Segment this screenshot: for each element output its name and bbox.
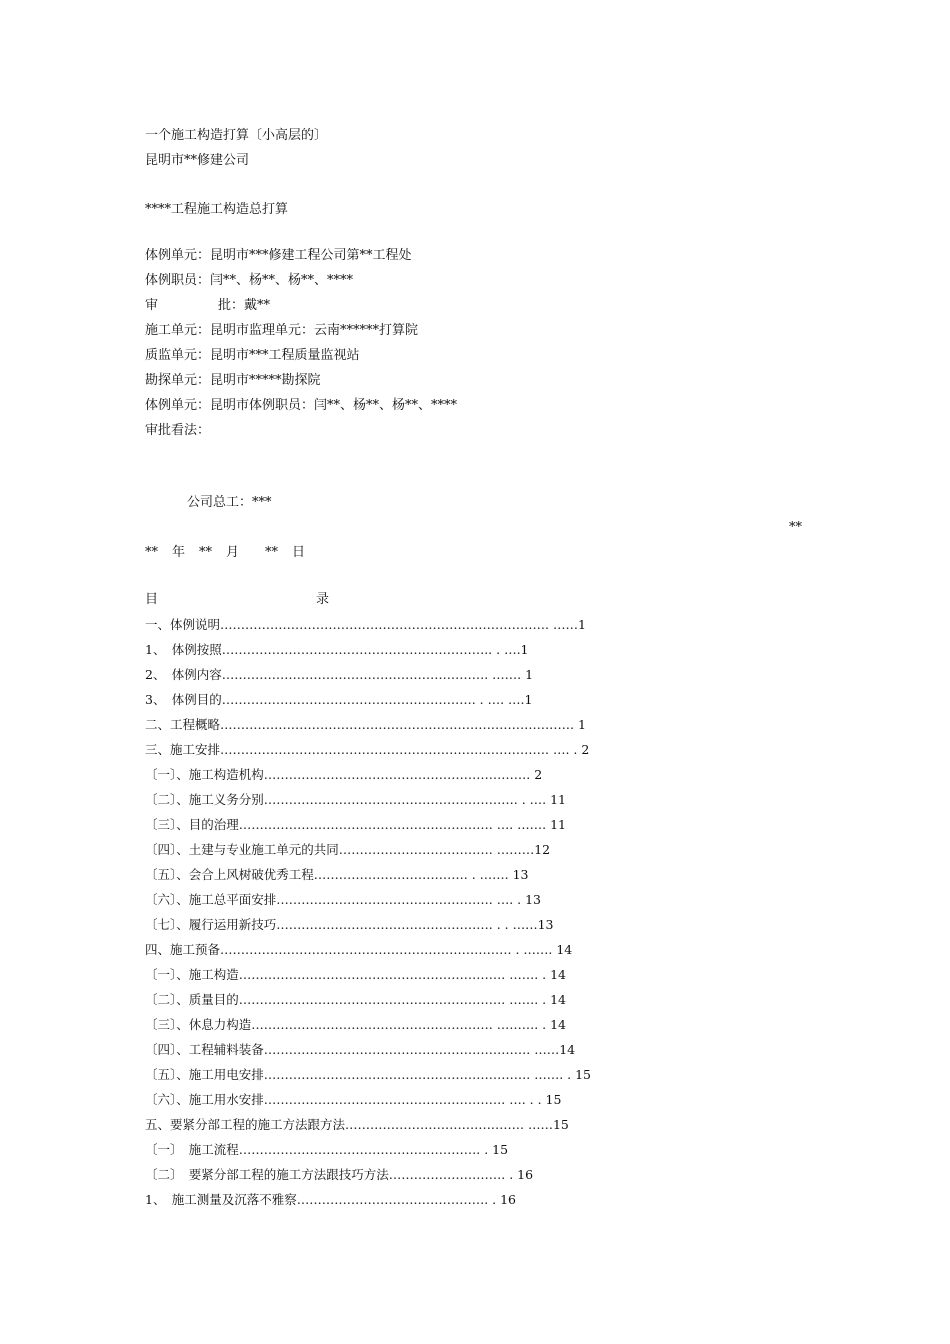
toc-entry[interactable]: 五、要紧分部工程的施工方法跟方法……………………………………. ……15: [145, 1117, 569, 1132]
toc-entry[interactable]: 〔四〕、土建与专业施工单元的共同………………………………. ………12: [145, 842, 551, 857]
toc-entry[interactable]: 三、施工安排……………………………………………………………………. …. . 2: [145, 742, 590, 757]
right-mark: **: [789, 520, 802, 535]
toc-entry[interactable]: 3、 体例目的……………………………………………………. . …. ….1: [145, 692, 533, 707]
toc-entry[interactable]: 四、施工预备……………………………………………………………. . ……. 14: [145, 942, 573, 957]
review-label-b: 批：戴**: [218, 298, 271, 313]
compile-unit: 体例单元：昆明市***修建工程公司第**工程处: [145, 248, 412, 263]
date-day: **: [265, 545, 279, 560]
toc-entry[interactable]: 2、 体例内容………………………………………………………. ……. 1: [145, 667, 534, 682]
toc-entry[interactable]: 〔五〕、施工用电安排………………………………………………………. ……. . 15: [145, 1067, 591, 1082]
toc-entry[interactable]: 〔七〕、履行运用新技巧……………………………………………. . . ……13: [145, 917, 554, 932]
toc-entry[interactable]: 〔二〕 要紧分部工程的施工方法跟技巧方法………………………. . 16: [145, 1167, 534, 1182]
date-month-label: 月: [226, 545, 240, 560]
toc-heading: [145, 592, 329, 608]
toc-entry[interactable]: 〔二〕、施工义务分别……………………………………………………. . …. 11: [145, 792, 566, 807]
toc-entry[interactable]: 一、体例说明……………………………………………………………………. ……1: [145, 617, 586, 632]
date-year-label: 年: [172, 545, 186, 560]
survey-unit: 勘探单元：昆明市*****勘探院: [145, 373, 321, 388]
main-title: ****工程施工构造总打算: [145, 202, 289, 217]
review-line: [145, 298, 270, 314]
toc-entry[interactable]: 〔一〕、施工构造………………………………………………………. ……. . 14: [145, 967, 566, 982]
date-line: [145, 545, 305, 561]
approval-opinion: 审批看法：: [145, 423, 211, 438]
date-day-label: 日: [292, 545, 306, 560]
toc-entry[interactable]: 〔六〕、施工总平面安排……………………………………………. …. . 13: [145, 892, 541, 907]
toc-entry[interactable]: 二、工程概略…………………………………………………………………………. 1: [145, 717, 586, 732]
toc-entry[interactable]: 1、 体例按照……………………………………………………….. . ….1: [145, 642, 529, 657]
date-year: **: [145, 545, 158, 560]
company-name: 昆明市**修建公司: [145, 153, 250, 168]
toc-entry[interactable]: 〔一〕、施工构造机构………………………………………………………. 2: [145, 767, 543, 782]
date-month: **: [199, 545, 213, 560]
toc-entry[interactable]: 〔六〕、施工用水安排…………………………………………………. …. . . 15: [145, 1092, 562, 1107]
compilers: 体例职员：闫**、杨**、杨**、****: [145, 273, 354, 288]
toc-entry[interactable]: 〔三〕、目的治理……………………………………………………. …. ……. 11: [145, 817, 566, 832]
review-label-a: 审: [145, 298, 159, 313]
compile-unit-2: 体例单元：昆明市体例职员：闫**、杨**、杨**、****: [145, 398, 458, 413]
toc-heading-a: 目: [145, 592, 159, 607]
toc-entry[interactable]: 〔三〕、休息力构造…………………………………………………. ………. . 14: [145, 1017, 566, 1032]
toc-entry[interactable]: 〔一〕 施工流程…………………………………………………. . 15: [145, 1142, 509, 1157]
quality-unit: 质监单元：昆明市***工程质量监视站: [145, 348, 360, 363]
toc-entry[interactable]: 〔五〕、会合上风树破优秀工程………………………………. . ……. 13: [145, 867, 529, 882]
toc-entry[interactable]: 1、 施工测量及沉落不雅察………………………………………. . 16: [145, 1192, 517, 1207]
construction-unit: 施工单元：昆明市监理单元：云南******打算院: [145, 323, 419, 338]
toc-heading-b: 录: [316, 592, 330, 607]
toc-entry[interactable]: 〔四〕、工程辅料装备………………………………………………………. ……14: [145, 1042, 576, 1057]
doc-title: 一个施工构造打算〔小高层的〕: [145, 128, 328, 143]
toc-entry[interactable]: 〔二〕、质量目的………………………………………………………. ……. . 14: [145, 992, 566, 1007]
chief-engineer: 公司总工：***: [187, 495, 272, 510]
